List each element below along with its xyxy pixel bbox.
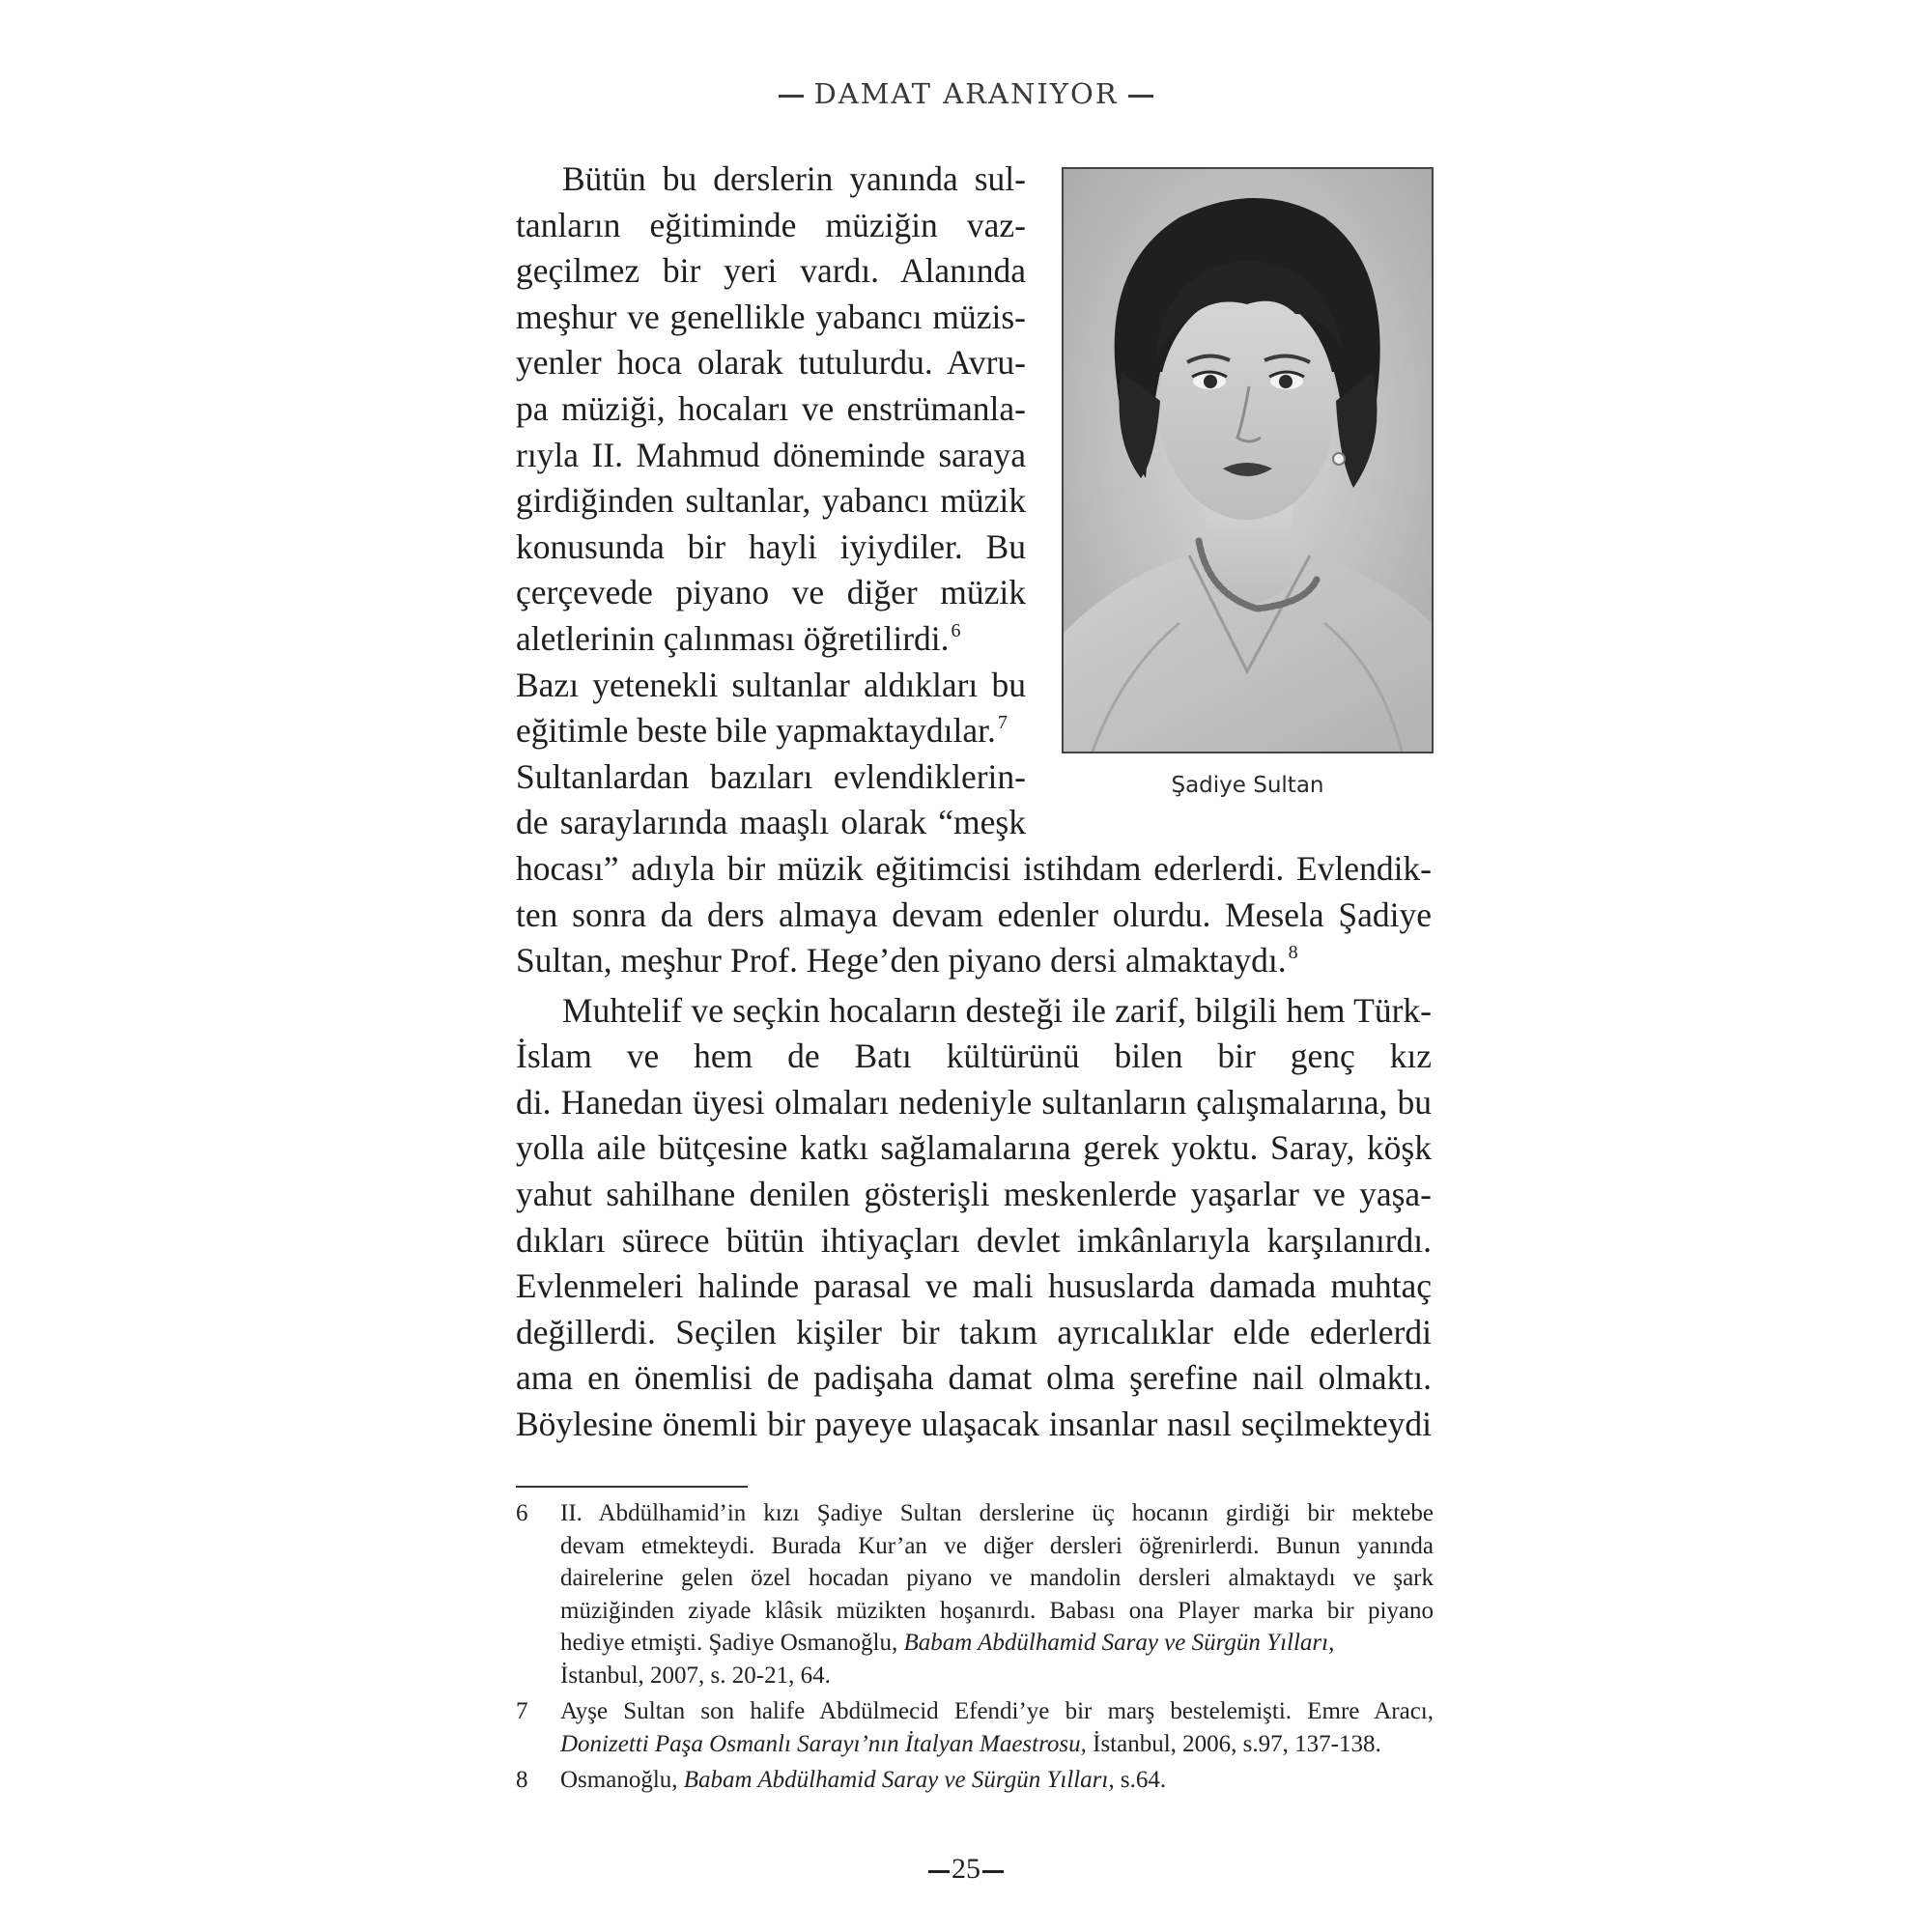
text-line-content: Sultan, meşhur Prof. Hege’den piyano dersi almaktaydı. xyxy=(516,941,1287,980)
footnotes xyxy=(516,1497,1434,1801)
footnote-rule xyxy=(516,1486,748,1488)
text-line: değillerdi. Seçilen kişiler bir takım ayrıcalıklar elde ederlerdi xyxy=(516,1312,1432,1351)
text-line: tanların eğitiminde müziğin vaz- xyxy=(516,205,1026,244)
text-line: Böylesine önemli bir payeye ulaşacak insanlar nasıl seçilmekteydi xyxy=(516,1405,1432,1444)
footnote-text: Osmanoğlu, xyxy=(560,1767,684,1793)
page-number-value: 25 xyxy=(952,1853,980,1885)
footnote-ref-7[interactable]: 7 xyxy=(997,712,1008,734)
portrait-photo xyxy=(1062,167,1434,753)
footnote-book-title: Babam Abdülhamid Saray ve Sürgün Yılları, xyxy=(683,1767,1115,1793)
text-line: yahut sahilhane denilen gösterişli meskenlerde yaşarlar ve yaşa- xyxy=(516,1175,1432,1214)
text-line: Bazı yetenekli sultanlar aldıkları bu xyxy=(516,665,1026,704)
footnote-ref-6[interactable]: 6 xyxy=(951,619,961,641)
figure-caption: Şadiye Sultan xyxy=(1171,773,1324,798)
footnote-number: 8 xyxy=(516,1767,528,1793)
text-line-content: eğitimle beste bile yapmaktaydılar. xyxy=(516,711,996,751)
text-line: ama en önemlisi de padişaha damat olma şerefine nail olmaktı. xyxy=(516,1358,1432,1398)
portrait-image xyxy=(1064,169,1432,752)
footnote-8 xyxy=(516,1764,1434,1797)
text-line xyxy=(516,708,1026,754)
footnote-text: hediye etmişti. Şadiye Osmanoğlu, xyxy=(560,1630,904,1656)
header-dash-right xyxy=(1128,95,1153,98)
text-line: Sultanlardan bazıları evlendiklerin- xyxy=(516,756,1026,796)
text-line xyxy=(516,938,1432,984)
footnote-line xyxy=(560,1728,1434,1761)
footnote-line xyxy=(560,1627,1434,1660)
footnote-line: müziğinden ziyade klâsik müzikten hoşanırdı. Babası ona Player marka bir piyano xyxy=(560,1597,1434,1624)
footnote-line: İstanbul, 2007, s. 20-21, 64. xyxy=(560,1662,831,1689)
footnote-line xyxy=(560,1764,1434,1797)
footnote-number: 7 xyxy=(516,1698,528,1724)
running-header xyxy=(0,77,1932,110)
text-line: girdiğinden sultanlar, yabancı müzik xyxy=(516,481,1026,521)
footnote-6 xyxy=(516,1497,1434,1691)
text-line: İslam ve hem de Batı kültürünü bilen bir genç kız xyxy=(516,1037,1432,1076)
footnote-book-title: Babam Abdülhamid Saray ve Sürgün Yılları, xyxy=(903,1630,1335,1656)
text-line: di. Hanedan üyesi olmaları nedeniyle sultanların çalışmalarına, bu xyxy=(516,1082,1432,1122)
footnote-book-title: Donizetti Paşa Osmanlı Sarayı’nın İtalyan Maestrosu, xyxy=(560,1730,1087,1757)
footnote-text: s.64. xyxy=(1114,1767,1167,1793)
footnote-ref-8[interactable]: 8 xyxy=(1288,942,1298,964)
text-line xyxy=(516,616,1026,663)
header-title: DAMAT ARANIYOR xyxy=(813,77,1119,110)
text-line: ten sonra da ders almaya devam edenler olurdu. Mesela Şadiye xyxy=(516,895,1432,934)
page-number xyxy=(0,1853,1932,1886)
text-line: meşhur ve genellikle yabancı müzis- xyxy=(516,297,1026,336)
text-line: yenler hoca olarak tutulurdu. Avru- xyxy=(516,343,1026,383)
footnote-7 xyxy=(516,1695,1434,1760)
footnote-line: Ayşe Sultan son halife Abdülmecid Efendi’ye bir marş bestelemişti. Emre Aracı, xyxy=(560,1698,1434,1724)
text-line: Evlenmeleri halinde parasal ve mali hususlarda damada muhtaç xyxy=(516,1266,1432,1306)
text-line: Muhtelif ve seçkin hocaların desteği ile zarif, bilgili hem Türk- xyxy=(562,990,1432,1030)
text-line-content: aletlerinin çalınması öğretilirdi. xyxy=(516,618,950,658)
text-line: konusunda bir hayli iyiydiler. Bu xyxy=(516,526,1026,566)
text-line: çerçevede piyano ve diğer müzik xyxy=(516,573,1026,612)
footnote-line: devam etmekteydi. Burada Kur’an ve diğer dersleri öğrenirlerdi. Bunun yanında xyxy=(560,1532,1434,1559)
page-number-dash-right xyxy=(982,1870,1004,1873)
header-dash-left xyxy=(779,95,804,98)
footnote-line: dairelerine gelen özel hocadan piyano ve mandolin dersleri almaktaydı ve şark xyxy=(560,1565,1434,1591)
text-line: yolla aile bütçesine katkı sağlamalarına gerek yoktu. Saray, köşk xyxy=(516,1128,1432,1168)
footnote-line: II. Abdülhamid’in kızı Şadiye Sultan derslerine üç hocanın girdiği bir mektebe xyxy=(560,1500,1434,1526)
text-line: dıkları sürece bütün ihtiyaçları devlet imkânlarıyla karşılanırdı. xyxy=(516,1220,1432,1260)
footnote-text: İstanbul, 2006, s.97, 137-138. xyxy=(1086,1730,1381,1757)
text-line: hocası” adıyla bir müzik eğitimcisi istihdam ederlerdi. Evlendik- xyxy=(516,848,1432,888)
text-line: de saraylarında maaşlı olarak “meşk xyxy=(516,803,1026,842)
footnote-number: 6 xyxy=(516,1500,528,1526)
text-line: rıyla II. Mahmud döneminde saraya xyxy=(516,435,1026,474)
text-line: geçilmez bir yeri vardı. Alanında xyxy=(516,251,1026,291)
text-line: pa müziği, hocaları ve enstrümanla- xyxy=(516,388,1026,428)
text-line: Bütün bu derslerin yanında sul- xyxy=(562,159,1026,198)
page-number-dash-left xyxy=(928,1870,950,1873)
